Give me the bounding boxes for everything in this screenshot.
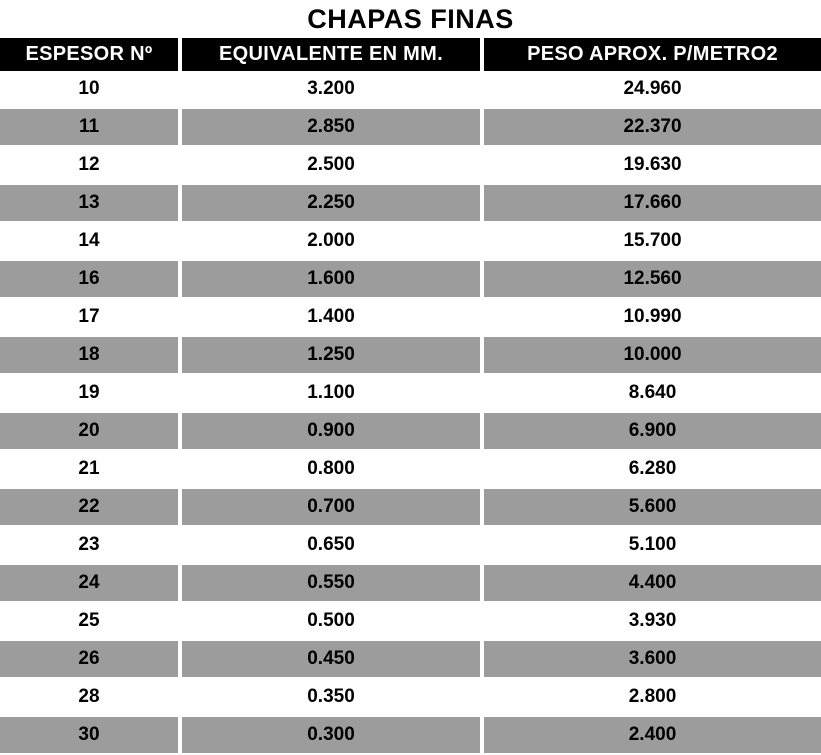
table-cell: 2.800	[482, 678, 821, 716]
table-cell: 19	[0, 374, 180, 412]
table-cell: 0.800	[180, 450, 482, 488]
table-cell: 3.600	[482, 640, 821, 678]
table-cell: 1.250	[180, 336, 482, 374]
table-row	[0, 298, 821, 336]
table-header	[0, 38, 821, 71]
table-cell: 1.400	[180, 298, 482, 336]
table-row	[0, 146, 821, 184]
table-cell: 6.280	[482, 450, 821, 488]
table-cell: 0.300	[180, 716, 482, 754]
table-cell: 17.660	[482, 184, 821, 222]
column-header-equivalente: EQUIVALENTE EN MM.	[180, 38, 482, 71]
table-cell: 0.650	[180, 526, 482, 564]
table-cell: 1.100	[180, 374, 482, 412]
table-cell: 23	[0, 526, 180, 564]
table-row	[0, 640, 821, 678]
table-cell: 0.500	[180, 602, 482, 640]
table-cell: 0.700	[180, 488, 482, 526]
table-cell: 0.450	[180, 640, 482, 678]
table-cell: 19.630	[482, 146, 821, 184]
table-cell: 18	[0, 336, 180, 374]
table-cell: 22	[0, 488, 180, 526]
table-row	[0, 488, 821, 526]
table-row	[0, 678, 821, 716]
table-cell: 2.400	[482, 716, 821, 754]
table-cell: 11	[0, 108, 180, 146]
table-cell: 26	[0, 640, 180, 678]
table-row	[0, 71, 821, 108]
table-cell: 8.640	[482, 374, 821, 412]
table-cell: 14	[0, 222, 180, 260]
table-cell: 21	[0, 450, 180, 488]
table-cell: 0.550	[180, 564, 482, 602]
table-row	[0, 564, 821, 602]
table-cell: 10.000	[482, 336, 821, 374]
table-cell: 30	[0, 716, 180, 754]
table-cell: 3.930	[482, 602, 821, 640]
table-row	[0, 526, 821, 564]
table-row	[0, 108, 821, 146]
table-row	[0, 412, 821, 450]
table-cell: 0.900	[180, 412, 482, 450]
table-cell: 15.700	[482, 222, 821, 260]
table-cell: 24	[0, 564, 180, 602]
table-cell: 22.370	[482, 108, 821, 146]
column-header-espesor: ESPESOR Nº	[0, 38, 180, 71]
table-cell: 5.600	[482, 488, 821, 526]
column-header-peso: PESO APROX. P/METRO2	[482, 38, 821, 71]
table-cell: 4.400	[482, 564, 821, 602]
page-title: CHAPAS FINAS	[307, 4, 514, 34]
table-row	[0, 716, 821, 754]
table-cell: 17	[0, 298, 180, 336]
table-header-row	[0, 38, 821, 71]
table-row	[0, 374, 821, 412]
table-cell: 25	[0, 602, 180, 640]
table-row	[0, 184, 821, 222]
table-row	[0, 602, 821, 640]
table-cell: 0.350	[180, 678, 482, 716]
table-row	[0, 450, 821, 488]
table-cell: 10	[0, 71, 180, 108]
table-cell: 2.850	[180, 108, 482, 146]
table-cell: 3.200	[180, 71, 482, 108]
table-cell: 2.250	[180, 184, 482, 222]
table-cell: 1.600	[180, 260, 482, 298]
table-cell: 10.990	[482, 298, 821, 336]
thickness-table	[0, 38, 821, 755]
table-cell: 6.900	[482, 412, 821, 450]
table-cell: 13	[0, 184, 180, 222]
table-row	[0, 260, 821, 298]
table-cell: 5.100	[482, 526, 821, 564]
table-body	[0, 71, 821, 754]
table-row	[0, 222, 821, 260]
table-cell: 2.000	[180, 222, 482, 260]
table-cell: 28	[0, 678, 180, 716]
table-cell: 12	[0, 146, 180, 184]
table-row	[0, 336, 821, 374]
table-cell: 24.960	[482, 71, 821, 108]
table-cell: 12.560	[482, 260, 821, 298]
table-cell: 16	[0, 260, 180, 298]
table-cell: 20	[0, 412, 180, 450]
table-cell: 2.500	[180, 146, 482, 184]
